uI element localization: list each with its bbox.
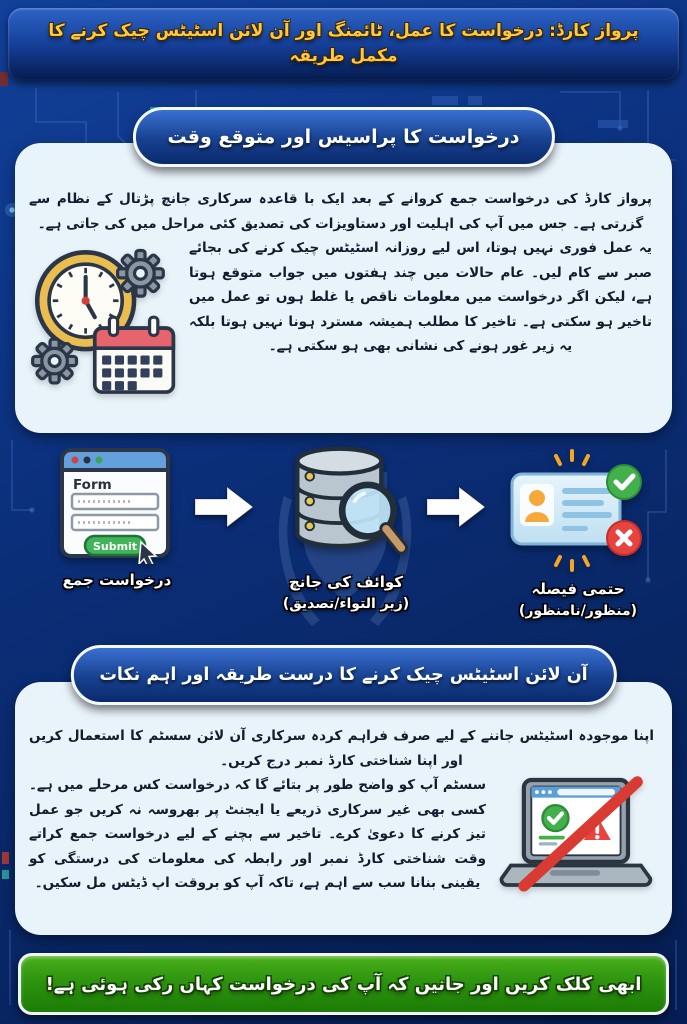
flow-step3-label: حتمی فیصلہ [531, 580, 625, 598]
flow-step-final-decision [498, 448, 658, 621]
section2-title: آن لائن اسٹیٹس چیک کرنے کا درست طریقہ اور اہم نکات [99, 665, 588, 685]
cta-text: ابھی کلک کریں اور جانیں کہ آپ کی درخواست کہاں رکی ہوئی ہے! [45, 973, 642, 995]
flow-step2-label: کوائف کی جانچ [289, 573, 403, 591]
section2-card [15, 682, 672, 935]
form-submit-icon [59, 446, 175, 564]
check-icon [607, 465, 641, 499]
arrow-right-icon [194, 484, 256, 534]
no-unofficial-sources-laptop-icon [496, 775, 654, 917]
section1-title: درخواست کا پراسیس اور متوقع وقت [167, 126, 520, 148]
section2-paragraph-detail: سسٹم آپ کو واضح طور پر بتائے گا کہ درخواست کس مرحلے میں ہے۔ کسی بھی غیر سرکاری ذریعے یا ایجنٹ پر بھروسہ نہ کریں جو عمل تیز کرنے کا دعویٰ کرے۔ تاخیر سے بچنے کے لیے درخواست جمع کراتے وقت شناختی کارڈ نمبر اور رابطہ کی معلومات کی درستگی کو یقینی بنانا سب سے اہم ہے، تاکہ آپ کو بروقت اپ ڈیٹس مل سکیں۔ [29, 777, 486, 892]
database-search-icon [284, 442, 408, 566]
section1-paragraph-detail: یہ عمل فوری نہیں ہوتا، اس لیے روزانہ اسٹیٹس چیک کرنے کی بجائے صبر سے کام لیں۔ عام حالات میں چند ہفتوں میں جواب متوقع ہوتا ہے، لیکن اگر درخواست میں معلومات ناقص یا غلط ہوں تو عمل میں تاخیر ہو سکتی ہے۔ تاخیر کا مطلب ہمیشہ مسترد ہونا نہیں ہوتا بلکہ یہ زیر غور ہونے کی نشانی بھی ہو سکتی ہے۔ [189, 240, 652, 355]
page-title: پرواز کارڈ: درخواست کا عمل، ٹائمنگ اور آن لائن اسٹیٹس چیک کرنے کا مکمل طریقہ [48, 20, 639, 66]
section2-paragraph-intro: اپنا موجودہ اسٹیٹس جاننے کے لیے صرف فراہم کردہ سرکاری آن لائن سسٹم کا استعمال کریں اور اپنا شناختی کارڈ نمبر درج کریں۔ [29, 728, 654, 769]
section2-title-pill [70, 645, 616, 705]
header-banner [8, 8, 679, 80]
arrow-right-icon [426, 484, 488, 534]
section1-card [15, 143, 672, 433]
flow-step-application-submit [50, 446, 184, 592]
process-flow-diagram [0, 440, 687, 645]
clock-calendar-gears-icon [29, 242, 177, 396]
flow-step3-sublabel: (منظور/نامنظور) [518, 602, 638, 619]
section1-title-pill [132, 107, 554, 167]
section1-paragraph-intro: پرواز کارڈ کی درخواست جمع کروانے کے بعد ایک با قاعدہ سرکاری جانچ پڑتال کے نظام سے گزرتی ہے۔ جس میں آپ کی اہلیت اور دستاویزات کی تصدیق کئی مراحل میں کی جاتی ہے۔ [29, 191, 652, 232]
flow-step-data-verification [270, 442, 422, 614]
form-submit-button-label: Submit [92, 540, 138, 553]
id-card-decision-icon [508, 448, 648, 573]
flow-step2-sublabel: (زیر التواء/تصدیق) [282, 595, 410, 612]
cta-banner[interactable] [18, 953, 669, 1015]
avatar [529, 490, 545, 506]
flow-step1-label: درخواست جمع [62, 571, 172, 589]
form-window-title: Form [73, 477, 112, 493]
